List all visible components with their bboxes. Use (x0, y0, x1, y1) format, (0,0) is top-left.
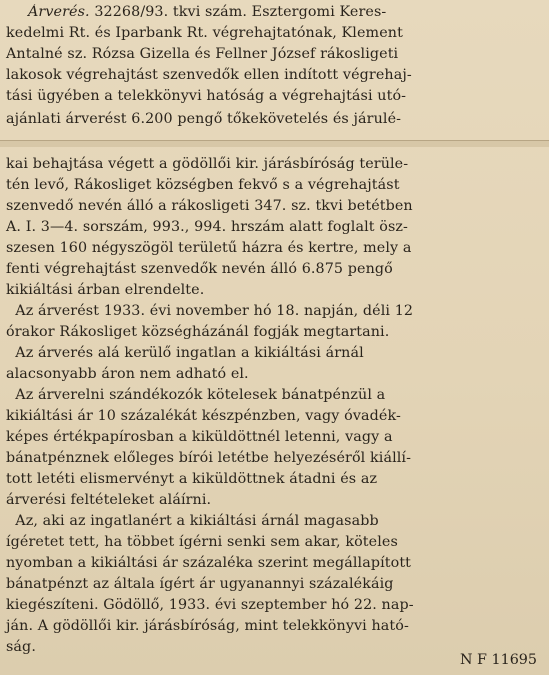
continuation-line-5: szesen 160 négyszögöl területű házra és kertre, mely a (6, 240, 412, 256)
continuation-line-7: kikiáltási árban elrendelte. (6, 282, 205, 298)
continuation-line-12: Az árverelni szándékozók kötelesek bánatpénzül a (6, 387, 386, 403)
notice-line-4: lakosok végrehajtást szenvedők ellen indított végrehaj- (6, 67, 412, 83)
continuation-line-15: bánatpénznek előleges bírói letétbe helyezéséről kiállí- (6, 450, 412, 466)
continuation-line-3: szenvedő nevén álló a rákosligeti 347. sz. tkvi betétben (6, 198, 413, 214)
continuation-line-6: fenti végrehajtást szenvedők nevén álló 6.875 pengő (6, 261, 393, 277)
notice-signature: N F 11695 (460, 652, 537, 668)
continuation-line-16: tott letéti elismervényt a kiküldöttnek átadni és az (6, 471, 378, 487)
continuation-line-23: ján. A gödöllői kir. járásbíróság, mint telekkönyvi ható- (6, 618, 409, 634)
notice-title: Árverés. (28, 4, 90, 20)
notice-line-2: kedelmi Rt. és Iparbank Rt. végrehajtatónak, Klement (6, 25, 403, 41)
continuation-line-11: alacsonyabb áron nem adható el. (6, 366, 249, 382)
page-divider (0, 140, 549, 147)
continuation-line-2: tén levő, Rákosliget községben fekvő s a végrehajtást (6, 177, 400, 193)
continuation-line-20: nyomban a kikiáltási ár százaléka szerint megállapított (6, 555, 412, 571)
continuation-line-21: bánatpénzt az általa ígért ár ugyanannyi százalékáig (6, 576, 394, 592)
notice-line-1-text: 32268/93. tkvi szám. Esztergomi Keres- (89, 4, 387, 20)
continuation-line-10: Az árverés alá kerülő ingatlan a kikiáltási árnál (6, 345, 364, 361)
continuation-line-22: kiegészíteni. Gödöllő, 1933. évi szeptember hó 22. nap- (6, 597, 414, 613)
continuation-line-19: ígéretet tett, ha többet ígérni senki sem akar, köteles (6, 534, 398, 550)
continuation-line-1: kai behajtása végett a gödöllői kir. járásbíróság terüle- (6, 156, 409, 172)
notice-line-3: Antalné sz. Rózsa Gizella és Fellner József rákosligeti (6, 46, 399, 62)
notice-line-5: tási ügyében a telekkönyvi hatóság a végrehajtási utó- (6, 88, 407, 104)
continuation-line-18: Az, aki az ingatlanért a kikiáltási árnál magasabb (6, 513, 379, 529)
continuation-line-13: kikiáltási ár 10 százalékát készpénzben, vagy óvadék- (6, 408, 401, 424)
continuation-line-8: Az árverést 1933. évi november hó 18. napján, déli 12 (6, 303, 414, 319)
notice-line-1 (0, 4, 549, 21)
continuation-line-9: órakor Rákosliget községházánál fogják megtartani. (6, 324, 390, 340)
continuation-line-14: képes értékpapírosban a kiküldöttnél letenni, vagy a (6, 429, 393, 445)
notice-continuation (0, 148, 549, 675)
continuation-line-17: árverési feltételeket aláírni. (6, 492, 212, 508)
continuation-line-4: A. I. 3—4. sorszám, 993., 994. hrszám alatt foglalt ösz- (6, 219, 408, 235)
continuation-line-24: ság. (6, 639, 36, 655)
notice-line-6: ajánlati árverést 6.200 pengő tőkekövetelés és járulé- (6, 111, 402, 127)
notice-first-part (0, 0, 549, 140)
